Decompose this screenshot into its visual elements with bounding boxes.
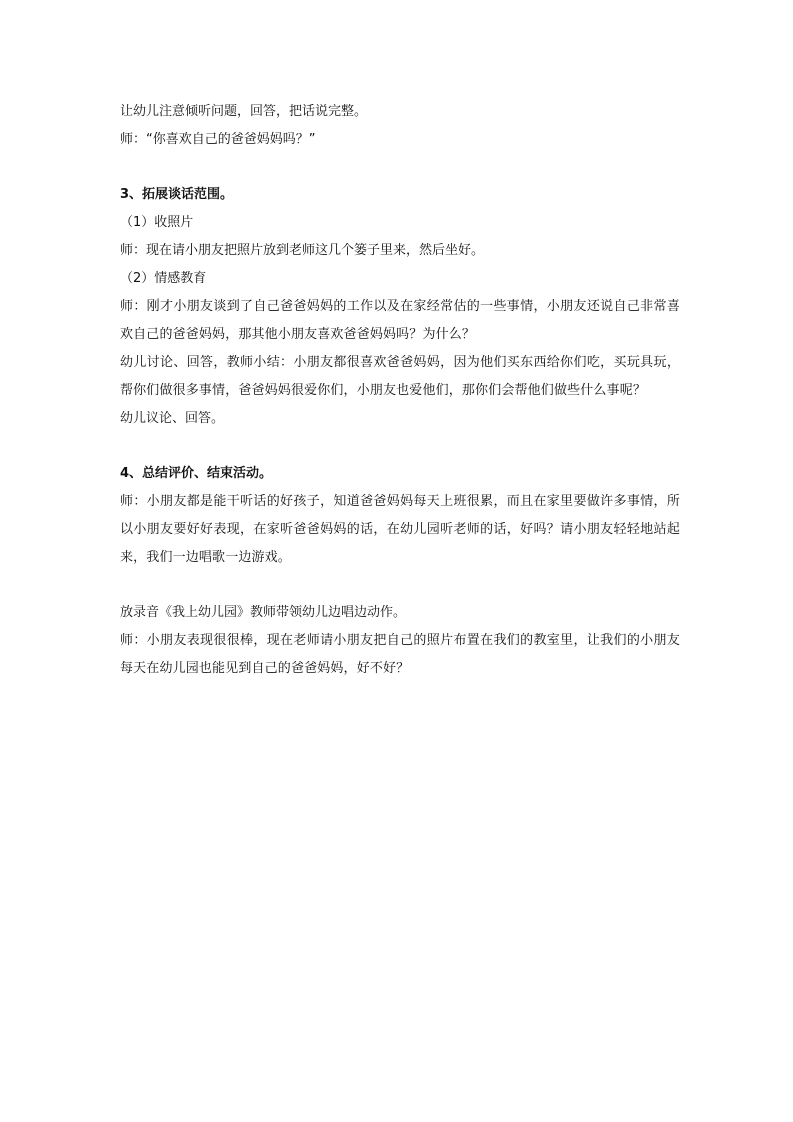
subheading-emotional-education: （2）情感教育	[120, 271, 207, 286]
paragraph-music: 放录音《我上幼儿园》教师带领幼儿边唱边动作。	[120, 605, 407, 620]
section-heading-4: 4、总结评价、结束活动。	[120, 466, 273, 481]
spacer	[120, 433, 680, 460]
paragraph-teacher-question: 师：“你喜欢自己的爸爸妈妈吗？”	[120, 132, 316, 147]
paragraph-teacher-collect: 师：现在请小朋友把照片放到老师这几个篓子里来，然后坐好。	[120, 243, 485, 258]
document-body	[120, 98, 680, 683]
subheading-collect-photos: （1）收照片	[120, 215, 194, 230]
paragraph-children-answer: 幼儿议论、回答。	[120, 411, 225, 426]
paragraph-teacher-closing: 师：小朋友表现很很棒，现在老师请小朋友把自己的照片布置在我们的教室里，让我们的小朋友每天在幼儿园也能见到自己的爸爸妈妈，好不好？	[120, 633, 680, 676]
spacer	[120, 572, 680, 599]
spacer	[120, 154, 680, 181]
paragraph-children-discussion: 幼儿讨论、回答，教师小结：小朋友都很喜欢爸爸妈妈，因为他们买东西给你们吃，买玩具玩，帮你们做很多事情，爸爸妈妈很爱你们，小朋友也爱他们，那你们会帮他们做些什么事呢？	[120, 355, 680, 398]
paragraph-teacher-summary: 师：小朋友都是能干听话的好孩子，知道爸爸妈妈每天上班很累，而且在家里要做许多事情，所以小朋友要好好表现，在家听爸爸妈妈的话，在幼儿园听老师的话，好吗？请小朋友轻轻地站起来，我们一边唱歌一边游戏。	[120, 494, 680, 565]
paragraph-teacher-discussion: 师：刚才小朋友谈到了自己爸爸妈妈的工作以及在家经常估的一些事情，小朋友还说自己非常喜欢自己的爸爸妈妈，那其他小朋友喜欢爸爸妈妈吗？为什么？	[120, 299, 680, 342]
section-heading-3: 3、拓展谈话范围。	[120, 187, 234, 202]
paragraph-instruction: 让幼儿注意倾听问题，回答，把话说完整。	[120, 104, 368, 119]
